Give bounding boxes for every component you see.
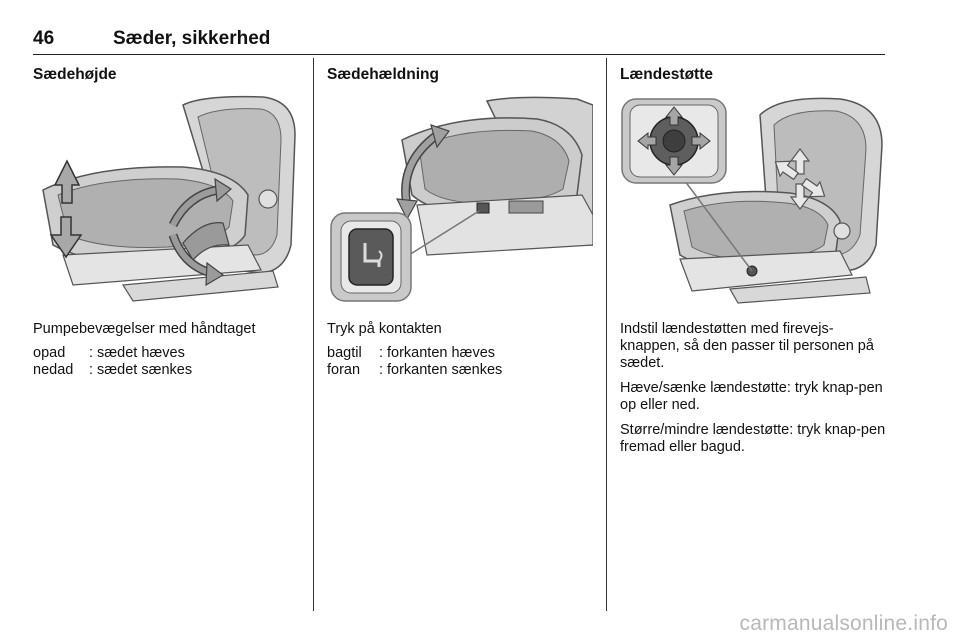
colon-separator: :	[378, 362, 384, 378]
section-title: Sædehøjde	[33, 66, 117, 83]
definition-row	[33, 345, 192, 362]
definition-term: bagtil	[327, 345, 362, 361]
figure-caption: Pumpebevægelser med håndtaget	[33, 321, 256, 337]
definition-desc: sædet hæves	[97, 345, 185, 361]
seat-tilt-illustration	[327, 95, 593, 307]
section-title: Lændestøtte	[620, 66, 713, 83]
instruction-text	[620, 321, 888, 464]
definition-desc: forkanten hæves	[387, 345, 496, 361]
colon-separator: :	[88, 362, 94, 378]
definition-term: foran	[327, 362, 361, 378]
column-divider	[606, 58, 607, 611]
paragraph: Større/mindre lændestøtte: tryk knap-pen fremad eller bagud.	[620, 422, 886, 455]
paragraph: Indstil lændestøtten med firevejs-knappen, så den passer til personen på sædet.	[620, 321, 874, 371]
definition-term: opad	[33, 345, 66, 361]
page-number: 46	[33, 28, 55, 49]
definition-row	[33, 362, 192, 379]
definition-list	[327, 345, 502, 379]
colon-separator: :	[378, 345, 384, 361]
definition-list	[33, 345, 192, 379]
definition-desc: forkanten sænkes	[387, 362, 503, 378]
colon-separator: :	[88, 345, 94, 361]
page-header	[33, 26, 885, 55]
lumbar-support-illustration	[620, 95, 884, 307]
definition-row	[327, 362, 502, 379]
definition-row	[327, 345, 502, 362]
definition-term: nedad	[33, 362, 74, 378]
column-divider	[313, 58, 314, 611]
figure-caption: Tryk på kontakten	[327, 321, 442, 337]
chapter-title: Sæder, sikkerhed	[113, 28, 271, 49]
paragraph: Hæve/sænke lændestøtte: tryk knap-pen op eller ned.	[620, 380, 883, 413]
definition-desc: sædet sænkes	[97, 362, 193, 378]
section-title: Sædehældning	[327, 66, 439, 83]
seat-height-illustration	[33, 95, 299, 307]
watermark: carmanualsonline.info	[739, 612, 948, 635]
